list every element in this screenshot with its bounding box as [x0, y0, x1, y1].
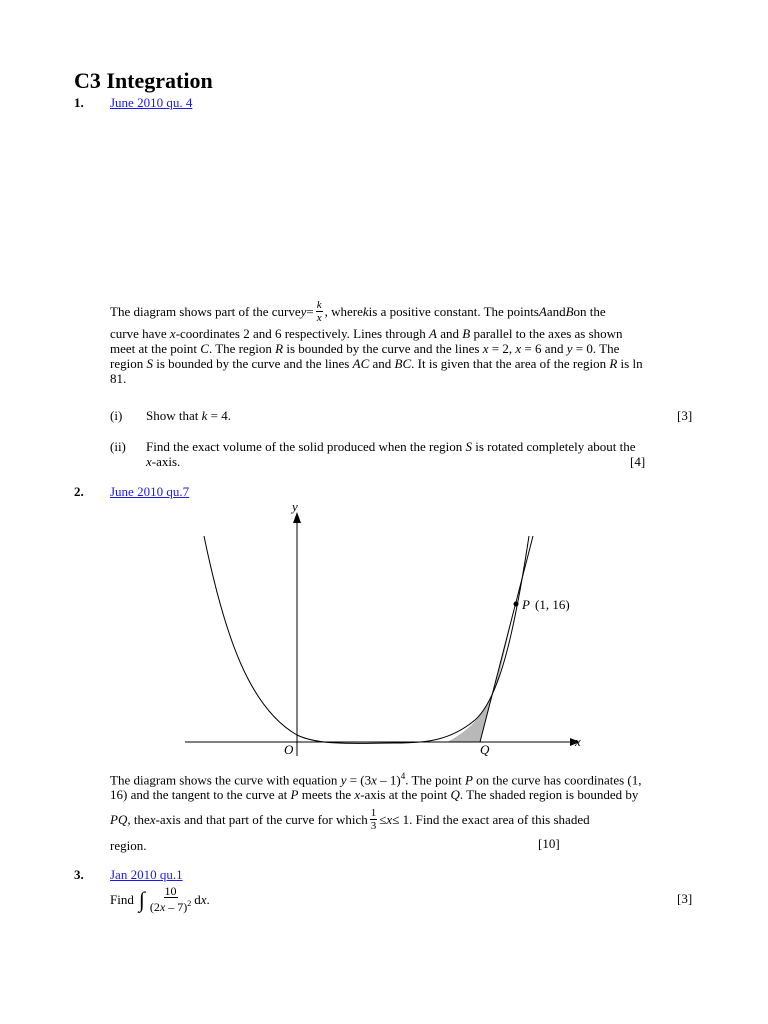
page-title: C3 Integration — [74, 68, 213, 93]
part-ii-text: Find the exact volume of the solid produced when the region S is rotated completely about the x-axis. — [146, 439, 636, 469]
y-axis-label: y — [292, 499, 298, 514]
point-p — [514, 602, 519, 607]
x-axis-label: x — [575, 734, 581, 749]
question-3-text: Find ∫ $\frac{10}{(2x - 7)^2}$ d x . — [110, 884, 210, 914]
question-number: 1. — [74, 95, 84, 110]
question-2-link[interactable]: June 2010 qu.7 — [110, 484, 190, 499]
integral-sign: ∫ — [138, 886, 145, 912]
origin-label: O — [284, 742, 294, 757]
tangent-line — [480, 536, 533, 742]
shaded-region — [447, 602, 516, 742]
integrand-fraction: $\frac{10}{(2x - 7)^2}$ — [149, 884, 192, 914]
marks: [4] — [630, 454, 646, 469]
part-i-text: Show that k = 4. — [146, 408, 231, 423]
part-label: (ii) — [110, 439, 126, 454]
question-3-link[interactable]: Jan 2010 qu.1 — [110, 867, 183, 882]
question-number: 2. — [74, 484, 84, 499]
curve-fraction: $\frac{k}{x}$ — [316, 298, 322, 324]
p-coords: (1, 16) — [535, 597, 570, 612]
marks: [3] — [677, 891, 693, 906]
question-number: 3. — [74, 867, 84, 882]
marks: [3] — [677, 408, 693, 423]
p-label: P — [522, 597, 530, 612]
part-label: (i) — [110, 408, 123, 423]
curve — [204, 536, 529, 743]
bound-fraction: $\frac{1}{3}$ — [370, 806, 377, 832]
curve-diagram — [180, 498, 600, 763]
question-2-text: The diagram shows the curve with equation y = (3x – 1)$^4$. The point P on the curve has coordinates (1, 16) and the tangent to the curve at P meets the x-axis at the point Q. The shaded region is bounded by PQ , the x -axis and that part of the curve for which $\frac{1}{3}$ ≤ x ≤ 1. Find the exact area of this shaded region. — [110, 771, 642, 854]
q-label: Q — [480, 742, 490, 757]
marks: [10] — [538, 836, 560, 851]
question-1-link[interactable]: June 2010 qu. 4 — [110, 95, 193, 110]
question-1-text: The diagram shows part of the curve y = $\frac{k}{x}$ , where k is a positive constant. The points A and B on the curve have x-coordinates 2 and 6 respectively. Lines through A and B parallel to the axes as shown meet at the point C. The region R is bounded by the curve and the lines x = 2, x = 6 and y = 0. The region S is bounded by the curve and the lines AC and BC. It is given that the area of the region R is ln 81. — [110, 298, 643, 386]
